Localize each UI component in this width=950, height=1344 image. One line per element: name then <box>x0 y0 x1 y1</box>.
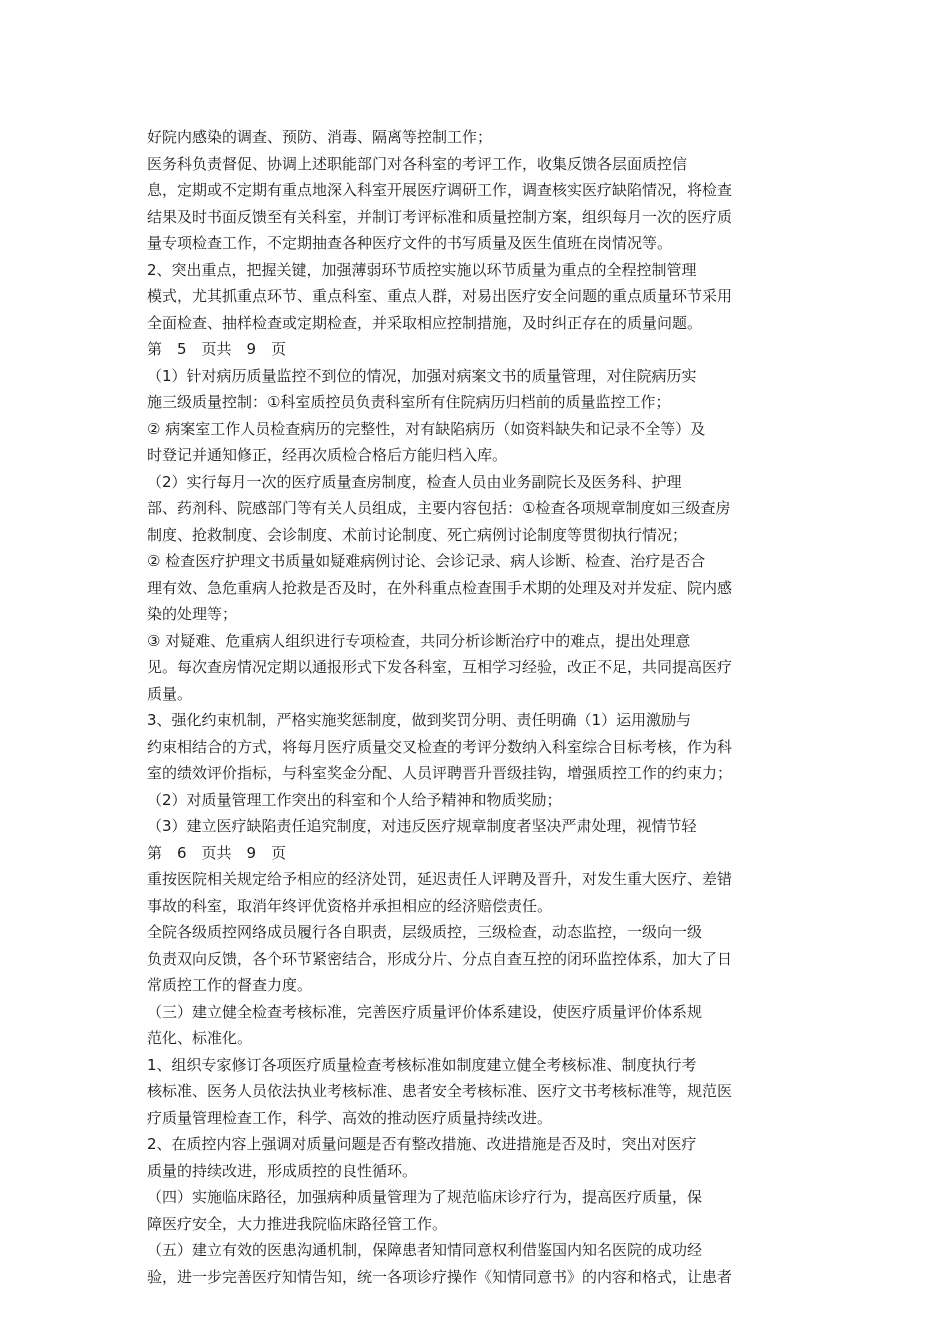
page-number: 第 5 页共 9 页 <box>147 340 287 358</box>
text-line: 制度、抢救制度、会诊制度、术前讨论制度、死亡病例讨论制度等贯彻执行情况； <box>147 525 688 544</box>
text-line: 结果及时书面反馈至有关科室，并制订考评标准和质量控制方案，组织每月一次的医疗质 <box>147 207 733 226</box>
text-line: 质量的持续改进，形成质控的良性循环。 <box>147 1161 418 1180</box>
text-line: （三）建立健全检查考核标准，完善医疗质量评价体系建设，使医疗质量评价体系规 <box>147 1002 703 1021</box>
page-number: 第 6 页共 9 页 <box>147 843 287 862</box>
text-line: 见。每次查房情况定期以通报形式下发各科室，互相学习经验，改正不足，共同提高医疗 <box>147 658 733 676</box>
text-line: 时登记并通知修正，经再次质检合格后方能归档入库。 <box>147 446 508 464</box>
text-line: 模式，尤其抓重点环节、重点科室、重点人群，对易出医疗安全问题的重点质量环节采用 <box>147 287 733 305</box>
text-line: 范化、标准化。 <box>147 1029 253 1047</box>
text-line: 2、突出重点，把握关键，加强薄弱环节质控实施以环节质量为重点的全程控制管理 <box>147 260 697 279</box>
text-line: 息，定期或不定期有重点地深入科室开展医疗调研工作，调查核实医疗缺陷情况，将检查 <box>147 181 733 199</box>
text-line: （2）对质量管理工作突出的科室和个人给予精神和物质奖励； <box>147 790 562 809</box>
text-line: 事故的科室，取消年终评优资格并承担相应的经济赔偿责任。 <box>147 896 553 915</box>
text-line: （3）建立医疗缺陷责任追究制度，对违反医疗规章制度者坚决严肃处理，视情节轻 <box>147 817 697 835</box>
text-line: 1、组织专家修订各项医疗质量检查考核标准如制度建立健全考核标准、制度执行考 <box>147 1055 697 1074</box>
text-line: 质量。 <box>147 684 193 703</box>
text-line: 部、药剂科、院感部门等有关人员组成，主要内容包括：①检查各项规章制度如三级查房 <box>147 499 731 517</box>
text-line: 量专项检查工作，不定期抽查各种医疗文件的书写质量及医生值班在岗情况等。 <box>147 234 673 252</box>
text-line: 疗质量管理检查工作，科学、高效的推动医疗质量持续改进。 <box>147 1108 553 1127</box>
text-line: 理有效、急危重病人抢救是否及时，在外科重点检查围手术期的处理及对并发症、院内感 <box>147 578 733 597</box>
text-line: （1）针对病历质量监控不到位的情况，加强对病案文书的质量管理，对住院病历实 <box>147 366 697 385</box>
document-body <box>147 124 807 1290</box>
text-line: 负责双向反馈，各个环节紧密结合，形成分片、分点自查互控的闭环监控体系，加大了日 <box>147 949 733 968</box>
text-line: 约束相结合的方式，将每月医疗质量交叉检查的考评分数纳入科室综合目标考核，作为科 <box>147 737 733 756</box>
text-line: ② 病案室工作人员检查病历的完整性，对有缺陷病历（如资料缺失和记录不全等）及 <box>147 419 706 438</box>
text-line: 3、强化约束机制，严格实施奖惩制度，做到奖罚分明、责任明确（1）运用激励与 <box>147 711 692 729</box>
text-line: 验，进一步完善医疗知情告知，统一各项诊疗操作《知情同意书》的内容和格式，让患者 <box>147 1267 733 1286</box>
text-line: 2、在质控内容上强调对质量问题是否有整改措施、改进措施是否及时，突出对医疗 <box>147 1135 697 1153</box>
text-line: 好院内感染的调查、预防、消毒、隔离等控制工作； <box>147 128 493 146</box>
text-line: （五）建立有效的医患沟通机制，保障患者知情同意权利借鉴国内知名医院的成功经 <box>147 1241 703 1259</box>
text-line: ② 检查医疗护理文书质量如疑难病例讨论、会诊记录、病人诊断、检查、治疗是否合 <box>147 552 706 570</box>
text-line: 核标准、医务人员依法执业考核标准、患者安全考核标准、医疗文书考核标准等，规范医 <box>147 1082 733 1100</box>
text-line: ③ 对疑难、危重病人组织进行专项检查，共同分析诊断治疗中的难点，提出处理意 <box>147 631 691 650</box>
text-line: （四）实施临床路径，加强病种质量管理为了规范临床诊疗行为，提高医疗质量，保 <box>147 1188 703 1206</box>
text-line: 障医疗安全，大力推进我院临床路径管工作。 <box>147 1214 448 1233</box>
text-line: 全面检查、抽样检查或定期检查，并采取相应控制措施，及时纠正存在的质量问题。 <box>147 313 703 332</box>
text-line: 室的绩效评价指标，与科室奖金分配、人员评聘晋升晋级挂钩，增强质控工作的约束力； <box>147 764 733 782</box>
text-line: （2）实行每月一次的医疗质量查房制度，检查人员由业务副院长及医务科、护理 <box>147 472 682 491</box>
text-line: 常质控工作的督查力度。 <box>147 976 313 994</box>
text-line: 重按医院相关规定给予相应的经济处罚，延迟责任人评聘及晋升，对发生重大医疗、差错 <box>147 870 733 888</box>
text-line: 施三级质量控制：①科室质控员负责科室所有住院病历归档前的质量监控工作； <box>147 393 671 411</box>
text-line: 医务科负责督促、协调上述职能部门对各科室的考评工作，收集反馈各层面质控信 <box>147 154 688 173</box>
text-line: 染的处理等； <box>147 605 238 623</box>
text-line: 全院各级质控网络成员履行各自职责，层级质控，三级检查，动态监控，一级向一级 <box>147 923 703 941</box>
